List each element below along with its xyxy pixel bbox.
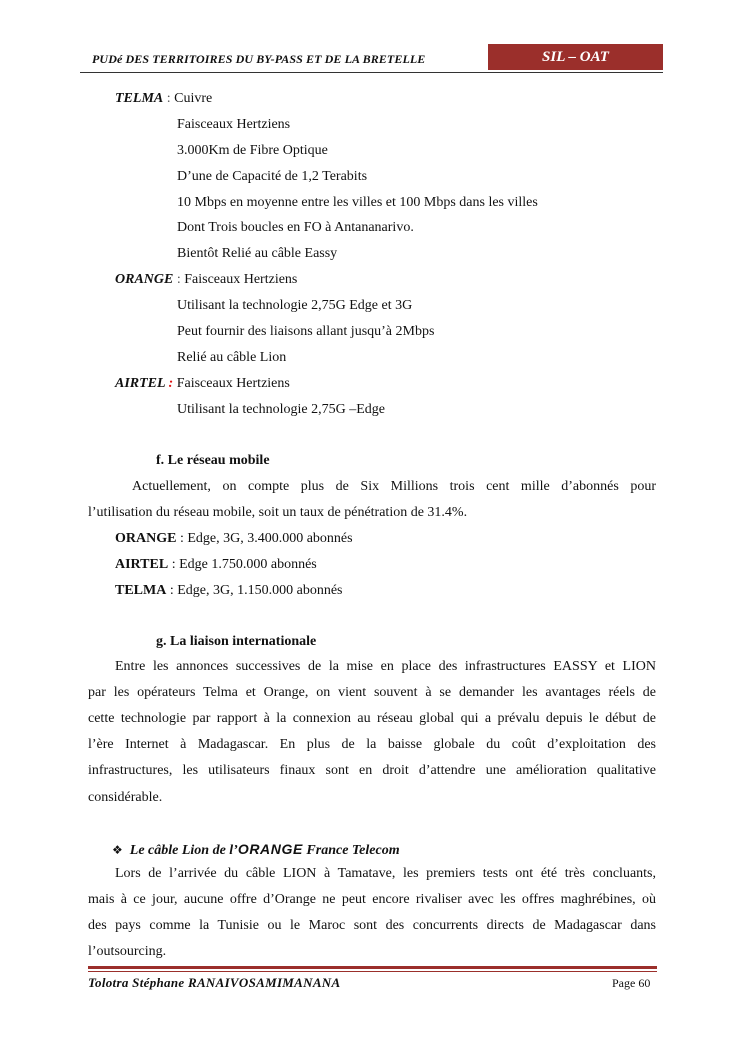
airtel-sep: : (165, 376, 177, 391)
diamond-bullet-icon: ❖ (112, 843, 123, 857)
telma-item: Faisceaux Hertziens (177, 117, 291, 132)
section-heading-f: f. Le réseau mobile (156, 453, 270, 468)
telma-item: 10 Mbps en moyenne entre les villes et 100 Mbps dans les villes (177, 195, 538, 210)
paragraph-line: Lors de l’arrivée du câble LION à Tamatave, les premiers tests ont été très concluants, (115, 866, 656, 881)
paragraph-line: l’outsourcing. (88, 944, 167, 959)
orange-line (115, 271, 297, 289)
paragraph-line: l’utilisation du réseau mobile, soit un taux de pénétration de 31.4%. (88, 505, 468, 520)
telma-item: 3.000Km de Fibre Optique (177, 143, 328, 158)
telma-item: D’une de Capacité de 1,2 Terabits (177, 169, 368, 184)
subscriber-text: : Edge, 3G, 3.400.000 abonnés (176, 531, 353, 546)
airtel-line (115, 375, 290, 393)
subscriber-op: TELMA (115, 583, 167, 598)
paragraph-line: considérable. (88, 790, 163, 805)
lion-heading-part-b: ORANGE (237, 841, 303, 857)
header-tag: SIL – OAT (488, 44, 663, 70)
subscriber-line-telma (115, 582, 343, 600)
orange-label: ORANGE (115, 272, 174, 287)
page-header (80, 42, 663, 74)
telma-item: Bientôt Relié au câble Eassy (177, 246, 338, 261)
paragraph-line: des pays comme la Tunisie ou le Maroc sont des concurrents directs de Madagascar dans (88, 918, 656, 933)
subscriber-text: : Edge 1.750.000 abonnés (168, 557, 317, 572)
paragraph-line: Actuellement, on compte plus de Six Millions trois cent mille d’abonnés pour (132, 479, 656, 494)
airtel-first: Faisceaux Hertziens (176, 376, 290, 391)
section-heading-g: g. La liaison internationale (156, 634, 317, 649)
telma-sep: : (163, 91, 175, 106)
subscriber-op: AIRTEL (115, 557, 169, 572)
subscriber-line-orange (115, 530, 353, 548)
telma-label: TELMA (115, 91, 164, 106)
lion-heading (112, 841, 400, 859)
paragraph-line: l’ère Internet à Madagascar. En plus de la baisse globale du coût d’exploitation des (88, 737, 656, 752)
subscriber-line-airtel (115, 556, 317, 574)
header-rule (80, 72, 663, 73)
orange-item: Utilisant la technologie 2,75G Edge et 3G (177, 298, 413, 313)
paragraph-line: infrastructures, les utilisateurs finaux sont en droit d’attendre une amélioration qualitative (88, 763, 656, 778)
lion-heading-part-a: Le câble Lion de l’ (129, 843, 238, 858)
orange-item: Relié au câble Lion (177, 350, 287, 365)
header-title: PUDé DES TERRITOIRES DU BY-PASS ET DE LA BRETELLE (92, 52, 426, 66)
paragraph-line: Entre les annonces successives de la mise en place des infrastructures EASSY et LION (115, 659, 656, 674)
subscriber-op: ORANGE (115, 531, 177, 546)
lion-heading-part-c: France Telecom (302, 843, 400, 858)
footer-rule-thin (88, 971, 657, 972)
orange-sep: : (173, 272, 185, 287)
subscriber-text: : Edge, 3G, 1.150.000 abonnés (166, 583, 343, 598)
paragraph-line: mais à ce jour, aucune offre d’Orange ne peut encore rivaliser avec les offres maghrébines, où (88, 892, 656, 907)
footer-author: Tolotra Stéphane RANAIVOSAMIMANANA (88, 975, 341, 990)
telma-first: Cuivre (174, 91, 213, 106)
airtel-item: Utilisant la technologie 2,75G –Edge (177, 402, 386, 417)
paragraph-line: cette technologie par rapport à la connexion au réseau global qui a prévalu depuis le début de (88, 711, 656, 726)
telma-item: Dont Trois boucles en FO à Antananarivo. (177, 220, 414, 235)
footer-rule (88, 966, 657, 969)
paragraph-line: par les opérateurs Telma et Orange, on vient souvent à se demander les avantages réels de (88, 685, 656, 700)
orange-first: Faisceaux Hertziens (184, 272, 298, 287)
telma-line (115, 90, 212, 108)
page-number: Page 60 (612, 976, 651, 990)
airtel-label: AIRTEL (115, 376, 166, 391)
orange-item: Peut fournir des liaisons allant jusqu’à 2Mbps (177, 324, 435, 339)
